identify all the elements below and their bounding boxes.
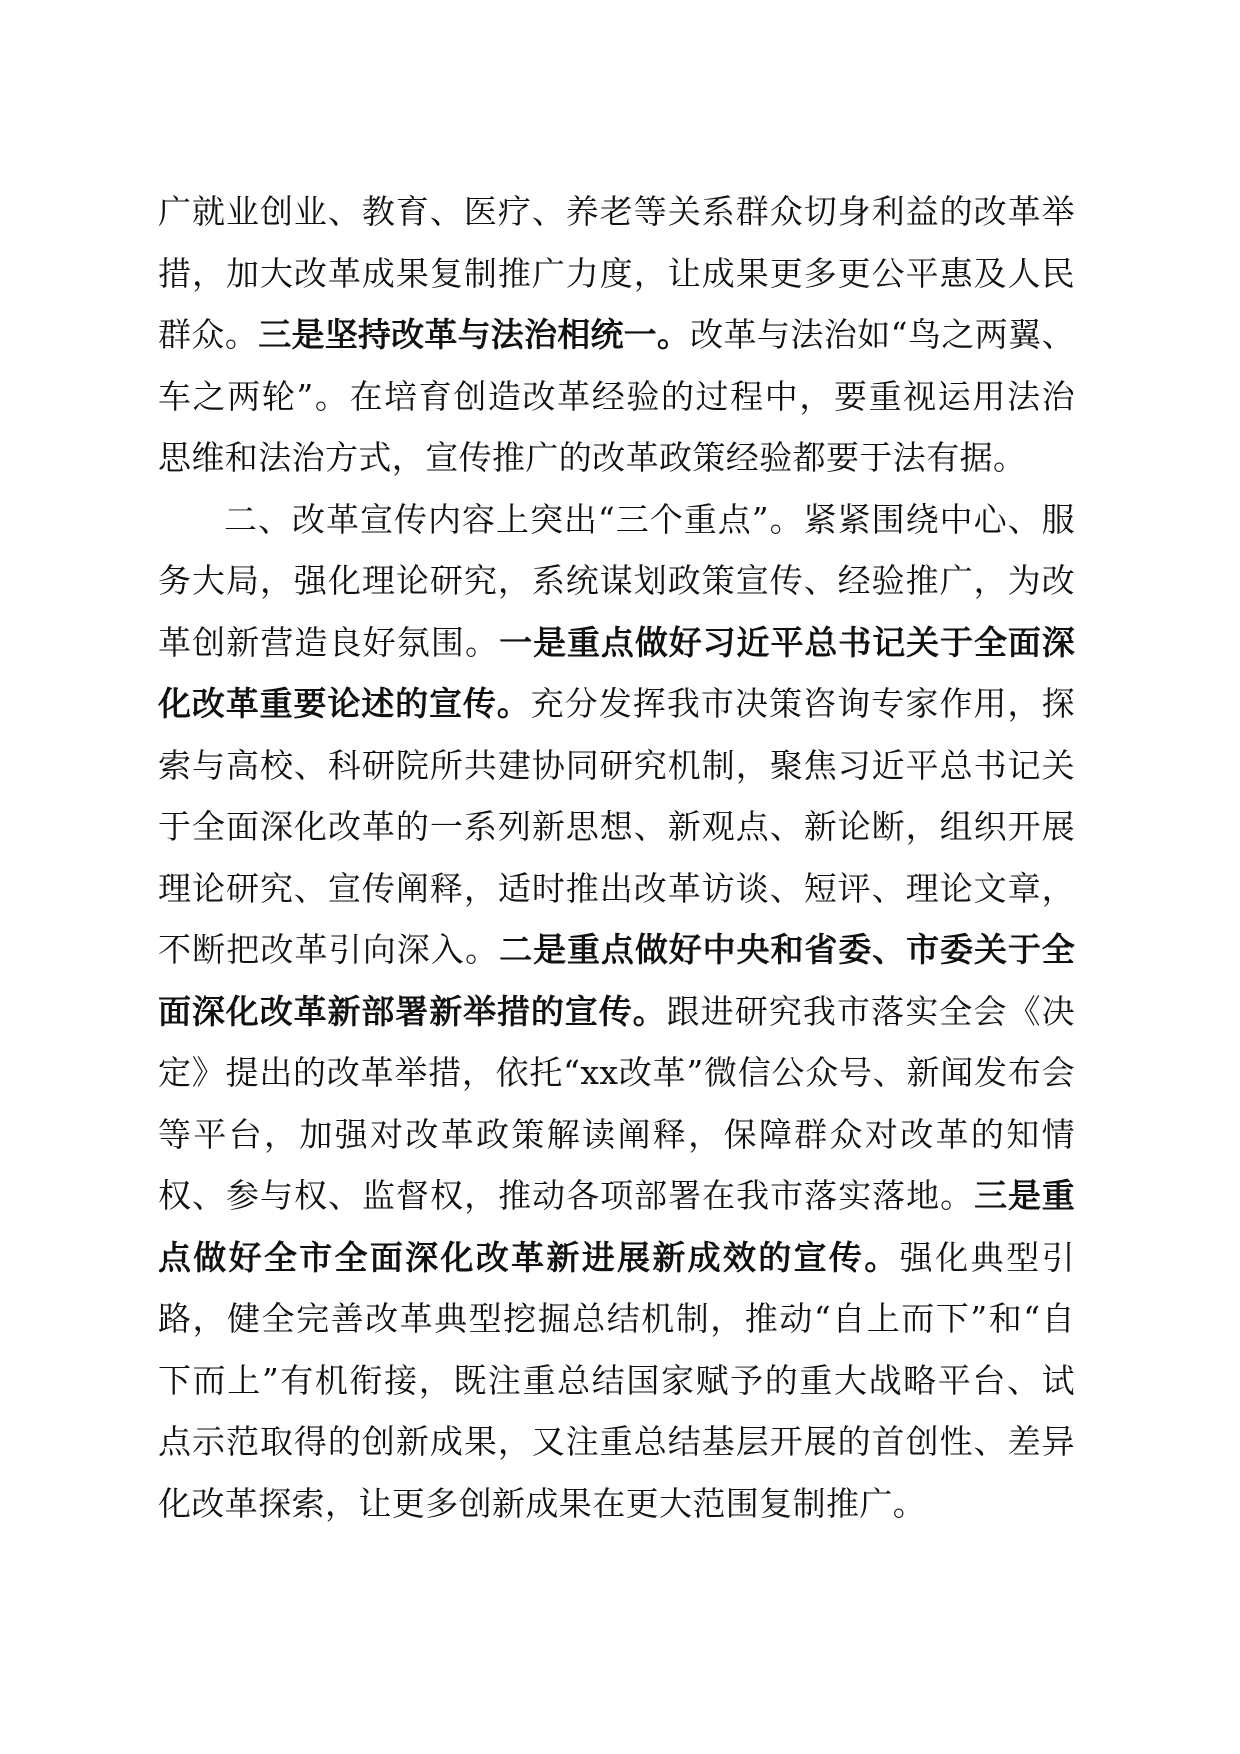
paragraph-1: [158, 181, 1075, 489]
section-heading: 二、改革宣传内容上突出“三个重点”。: [224, 499, 804, 539]
document-body: [158, 181, 1075, 1534]
paragraph-2: [158, 489, 1075, 1535]
paragraph-1-text-2: 改革与法治如“鸟之两翼、车之两轮”。在培育创造改革经验的过程中，要重视运用法治思维和法治方式，宣传推广的改革政策经验都要于法有据。: [158, 315, 1076, 477]
paragraph-2-bold-point-1: 一是重点做好习近平总书记关于全面深化改革重要论述的宣传。: [158, 622, 1075, 723]
paragraph-2-bold-point-3: 三是重点做好全市全面深化改革新进展新成效的宣传。: [158, 1176, 1075, 1277]
paragraph-2-text: 紧紧围绕中心、服务大局，强化理论研究，系统谋划政策宣传、经验推广，为改革创新营造良好氛围。: [158, 499, 1075, 662]
paragraph-2-text-4: 强化典型引路，健全完善改革典型挖掘总结机制，推动“自上而下”和“自下而上”有机衔接，既注重总结国家赋予的重大战略平台、试点示范取得的创新成果，又注重总结基层开展的首创性、差异化改革探索，让更多创新成果在更大范围复制推广。: [158, 1237, 1076, 1523]
paragraph-1-bold-point: 三是坚持改革与法治相统一。: [258, 315, 691, 354]
paragraph-2-bold-point-2: 二是重点做好中央和省委、市委关于全面深化改革新部署新举措的宣传。: [158, 930, 1075, 1031]
paragraph-2-text-3: 跟进研究我市落实全会《决定》提出的改革举措，依托“xx改革”微信公众号、新闻发布会等平台，加强对改革政策解读阐释，保障群众对改革的知情权、参与权、监督权，推动各项部署在我市落实落地。: [158, 991, 1075, 1215]
paragraph-2-text-2: 充分发挥我市决策咨询专家作用，探索与高校、科研院所共建协同研究机制，聚焦习近平总书记关于全面深化改革的一系列新思想、新观点、新论断，组织开展理论研究、宣传阐释，适时推出改革访谈、短评、理论文章，不断把改革引向深入。: [158, 684, 1075, 969]
paragraph-1-text: 广就业创业、教育、医疗、养老等关系群众切身利益的改革举措，加大改革成果复制推广力度，让成果更多更公平惠及人民群众。: [158, 192, 1075, 354]
